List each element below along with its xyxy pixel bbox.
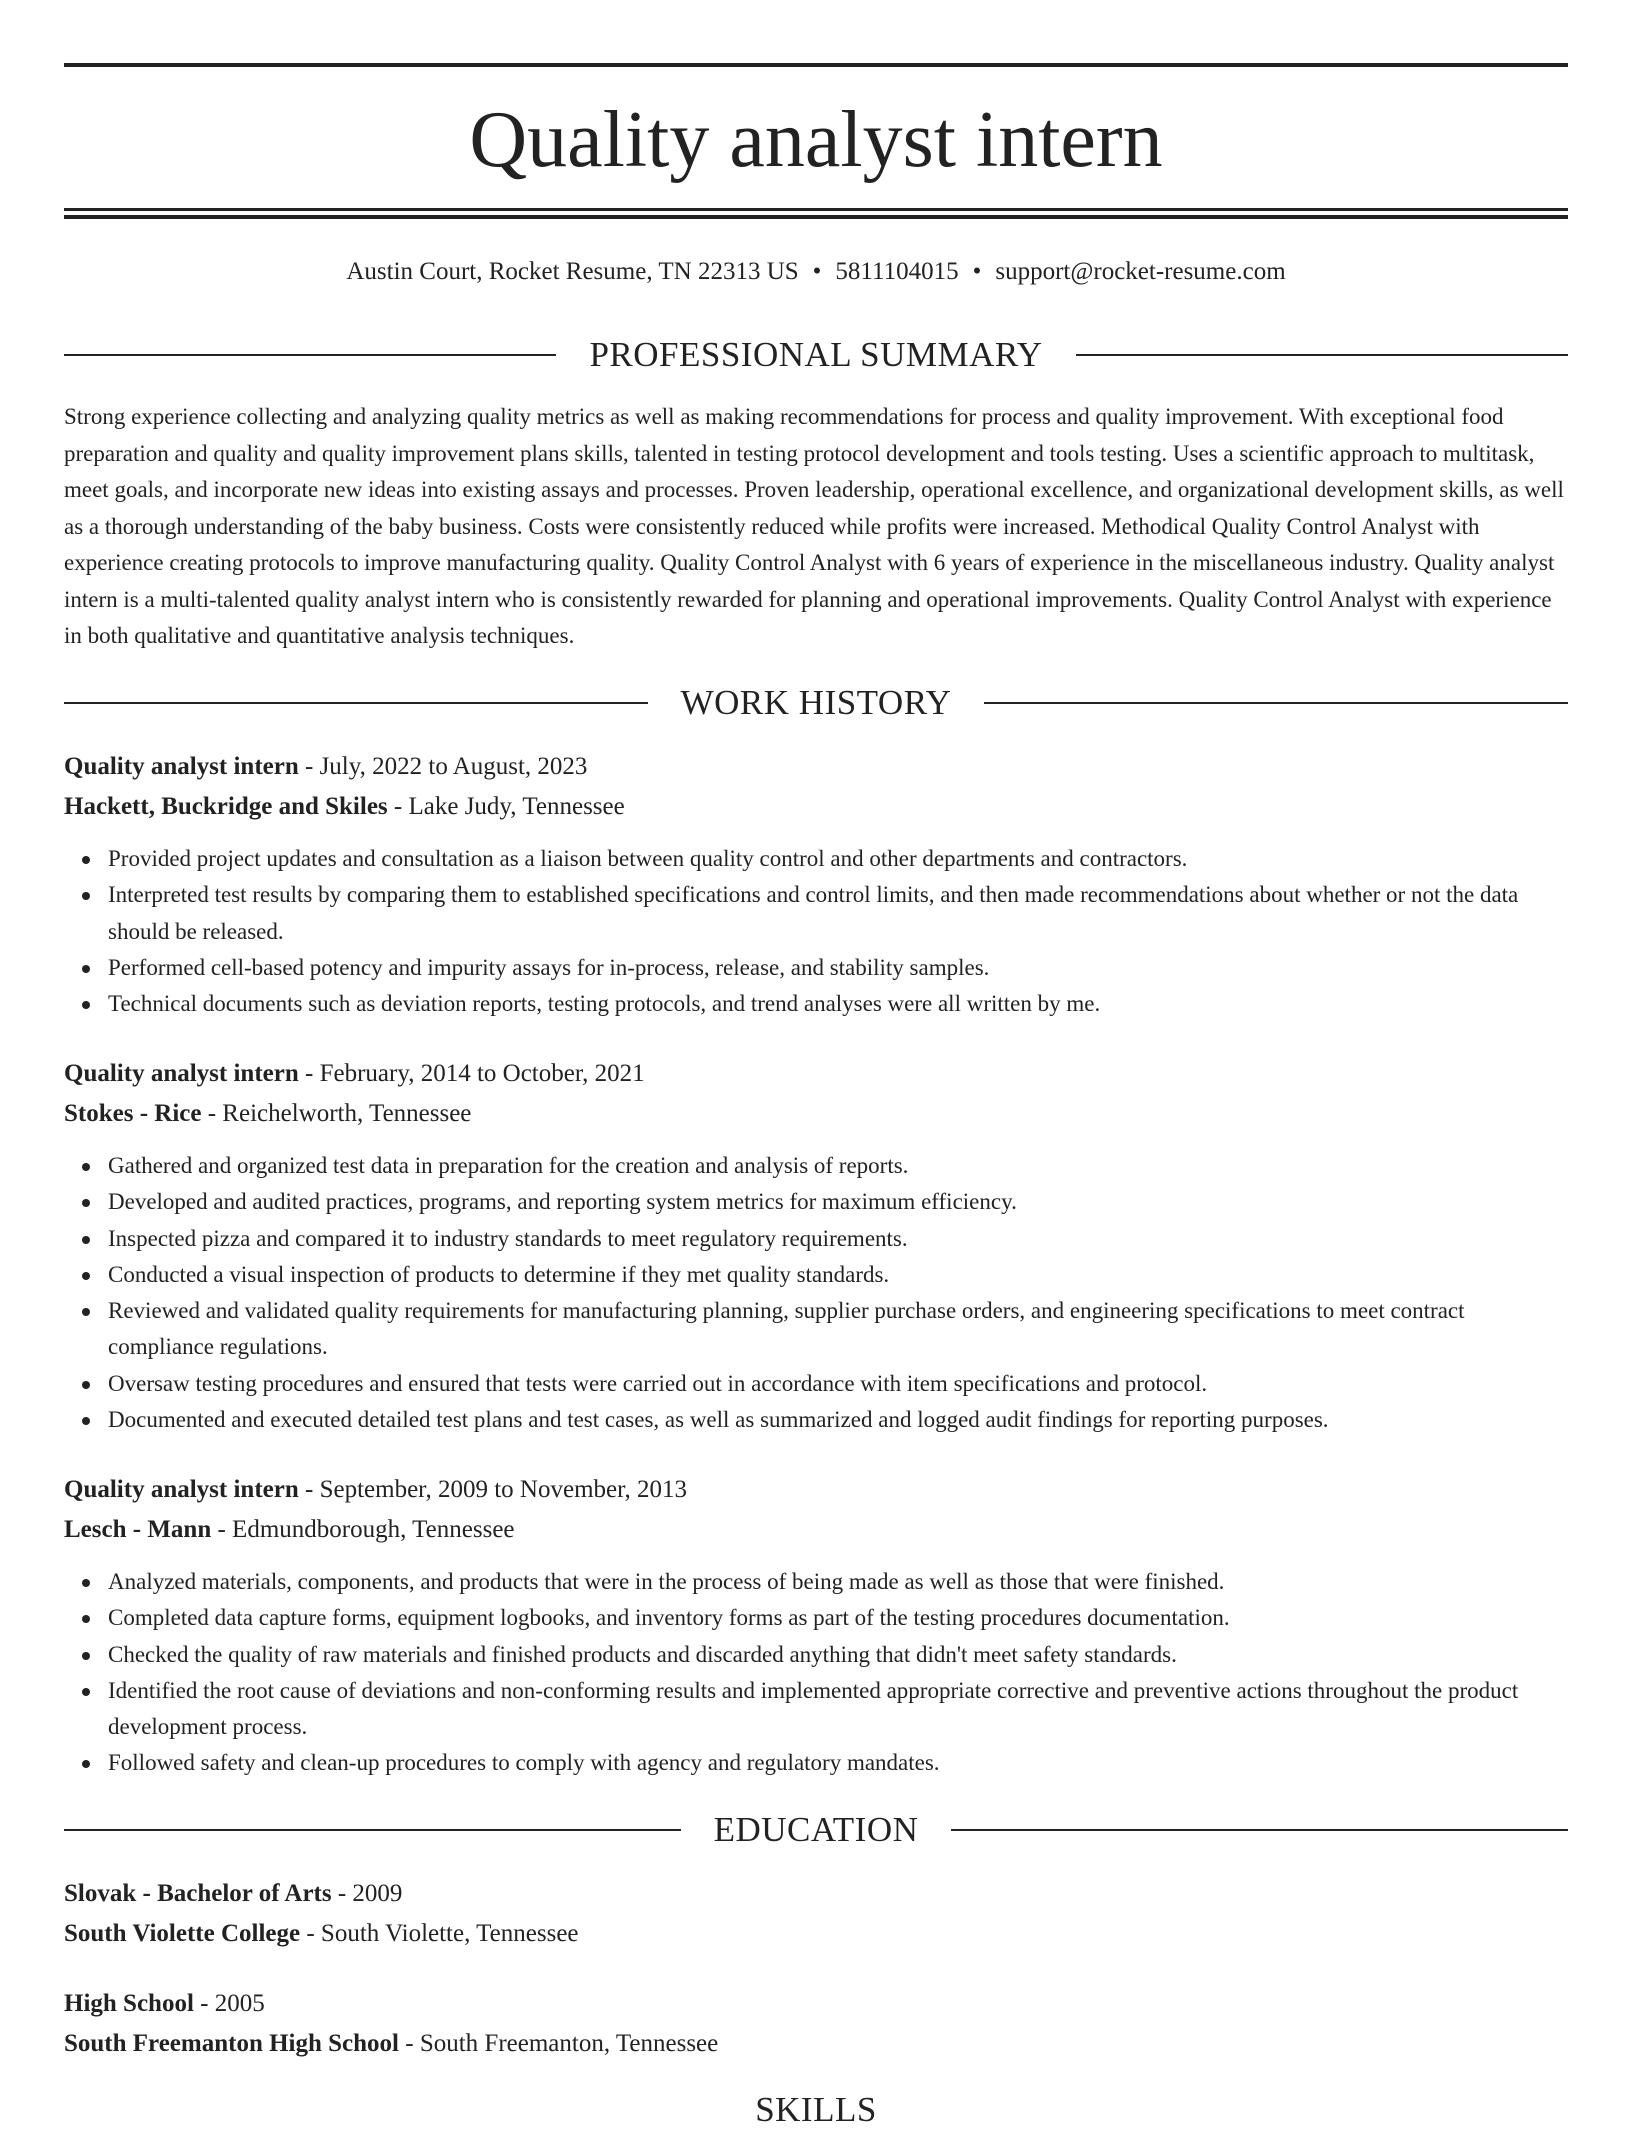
list-item: Documented and executed detailed test plans and test cases, as well as summarized and logged audit findings for reporting purposes.: [108, 1402, 1568, 1438]
job-bullets: [64, 1564, 1568, 1782]
education-location: - South Freemanton, Tennessee: [399, 2030, 719, 2057]
summary-text: Strong experience collecting and analyzing quality metrics as well as making recommendations for process and quality improvement. With exceptional food preparation and quality and quality improvement plans skills, talented in testing protocol development and tools testing. Uses a scientific approach to multitask, meet goals, and incorporate new ideas into existing assays and processes. Proven leadership, operational excellence, and organizational development skills, as well as a thorough understanding of the baby business. Costs were consistently reduced while profits were increased. Methodical Quality Control Analyst with experience creating protocols to improve manufacturing quality. Quality Control Analyst with 6 years of experience in the miscellaneous industry. Quality analyst intern is a multi-talented quality analyst intern who is consistently rewarded for planning and operational improvements. Quality Control Analyst with experience in both qualitative and quantitative analysis techniques.: [64, 404, 1564, 648]
job-company-line: [64, 1094, 1568, 1134]
job-dates: - September, 2009 to November, 2013: [298, 1476, 687, 1503]
education-degree-line: [64, 1984, 1568, 2024]
section-title: SKILLS: [755, 2090, 877, 2129]
list-item: Reviewed and validated quality requirements for manufacturing planning, supplier purchase orders, and engineering specifications to meet contract compliance regulations.: [108, 1293, 1568, 1366]
section-rule: [951, 1829, 1568, 1831]
section-rule: [64, 354, 556, 356]
list-item: Performed cell-based potency and impurity assays for in-process, release, and stability samples.: [108, 950, 1568, 986]
job-dates: - July, 2022 to August, 2023: [298, 753, 588, 780]
job-title: Quality analyst intern: [64, 753, 299, 780]
job-title: Quality analyst intern: [64, 1060, 299, 1087]
section-title: PROFESSIONAL SUMMARY: [589, 335, 1043, 374]
education-year: - 2009: [331, 1880, 403, 1907]
job-title: Quality analyst intern: [64, 1476, 299, 1503]
job-entry: [64, 1470, 1568, 1782]
section-title: WORK HISTORY: [680, 683, 952, 722]
section-rule: [64, 1829, 681, 1831]
job-bullets: [64, 1148, 1568, 1438]
job-entry: [64, 747, 1568, 1022]
job-company-line: [64, 787, 1568, 827]
section-rule: [64, 702, 648, 704]
header-rule: [64, 208, 1568, 211]
list-item: Analyzed materials, components, and products that were in the process of being made as well as those that were finished.: [108, 1564, 1568, 1600]
education-degree-line: [64, 1874, 1568, 1914]
section-rule: [1076, 354, 1568, 356]
job-entry: [64, 1054, 1568, 1438]
list-item: Followed safety and clean-up procedures to comply with agency and regulatory mandates.: [108, 1745, 1568, 1781]
list-item: Checked the quality of raw materials and finished products and discarded anything that didn't meet safety standards.: [108, 1637, 1568, 1673]
education-school: South Freemanton High School: [64, 2030, 399, 2057]
section-header-skills: [64, 2088, 1568, 2132]
section-header-summary: [64, 333, 1568, 377]
job-company-line: [64, 1510, 1568, 1550]
job-title-line: [64, 747, 1568, 787]
job-dates: - February, 2014 to October, 2021: [298, 1060, 645, 1087]
list-item: Completed data capture forms, equipment logbooks, and inventory forms as part of the testing procedures documentation.: [108, 1600, 1568, 1636]
section-header-work: [64, 681, 1568, 725]
job-company: Lesch - Mann: [64, 1516, 212, 1543]
job-location: - Reichelworth, Tennessee: [201, 1100, 472, 1127]
job-bullets: [64, 841, 1568, 1022]
education-school: South Violette College: [64, 1920, 301, 1947]
job-company: Hackett, Buckridge and Skiles: [64, 793, 388, 820]
contact-email: support@rocket-resume.com: [995, 258, 1286, 285]
education-degree: Slovak - Bachelor of Arts: [64, 1880, 332, 1907]
contact-separator: •: [812, 258, 822, 285]
job-location: - Edmundborough, Tennessee: [211, 1516, 515, 1543]
candidate-name: Quality analyst intern: [469, 96, 1163, 184]
list-item: Technical documents such as deviation reports, testing protocols, and trend analyses were all written by me.: [108, 986, 1568, 1022]
list-item: Inspected pizza and compared it to industry standards to meet regulatory requirements.: [108, 1221, 1568, 1257]
section-header-education: [64, 1808, 1568, 1852]
job-title-line: [64, 1054, 1568, 1094]
top-rule: [64, 63, 1568, 67]
contact-separator: •: [972, 258, 982, 285]
education-entry: [64, 1984, 1568, 2064]
education-location: - South Violette, Tennessee: [300, 1920, 579, 1947]
education-school-line: [64, 1914, 1568, 1954]
list-item: Developed and audited practices, programs, and reporting system metrics for maximum efficiency.: [108, 1184, 1568, 1220]
education-entry: [64, 1874, 1568, 1954]
list-item: Gathered and organized test data in preparation for the creation and analysis of reports.: [108, 1148, 1568, 1184]
job-company: Stokes - Rice: [64, 1100, 202, 1127]
contact-line: [64, 255, 1568, 289]
contact-address: Austin Court, Rocket Resume, TN 22313 US: [346, 258, 799, 285]
list-item: Oversaw testing procedures and ensured that tests were carried out in accordance with item specifications and protocol.: [108, 1366, 1568, 1402]
education-year: - 2005: [193, 1990, 265, 2017]
contact-phone: 5811104015: [835, 258, 959, 285]
section-rule: [984, 702, 1568, 704]
education-degree: High School: [64, 1990, 194, 2017]
list-item: Identified the root cause of deviations and non-conforming results and implemented appropriate corrective and preventive actions throughout the product development process.: [108, 1673, 1568, 1746]
list-item: Conducted a visual inspection of products to determine if they met quality standards.: [108, 1257, 1568, 1293]
list-item: Provided project updates and consultation as a liaison between quality control and other departments and contractors.: [108, 841, 1568, 877]
job-title-line: [64, 1470, 1568, 1510]
list-item: Interpreted test results by comparing them to established specifications and control limits, and then made recommendations about whether or not the data should be released.: [108, 877, 1568, 950]
job-location: - Lake Judy, Tennessee: [387, 793, 625, 820]
section-title: EDUCATION: [713, 1810, 919, 1849]
header-rule: [64, 215, 1568, 219]
education-school-line: [64, 2024, 1568, 2064]
